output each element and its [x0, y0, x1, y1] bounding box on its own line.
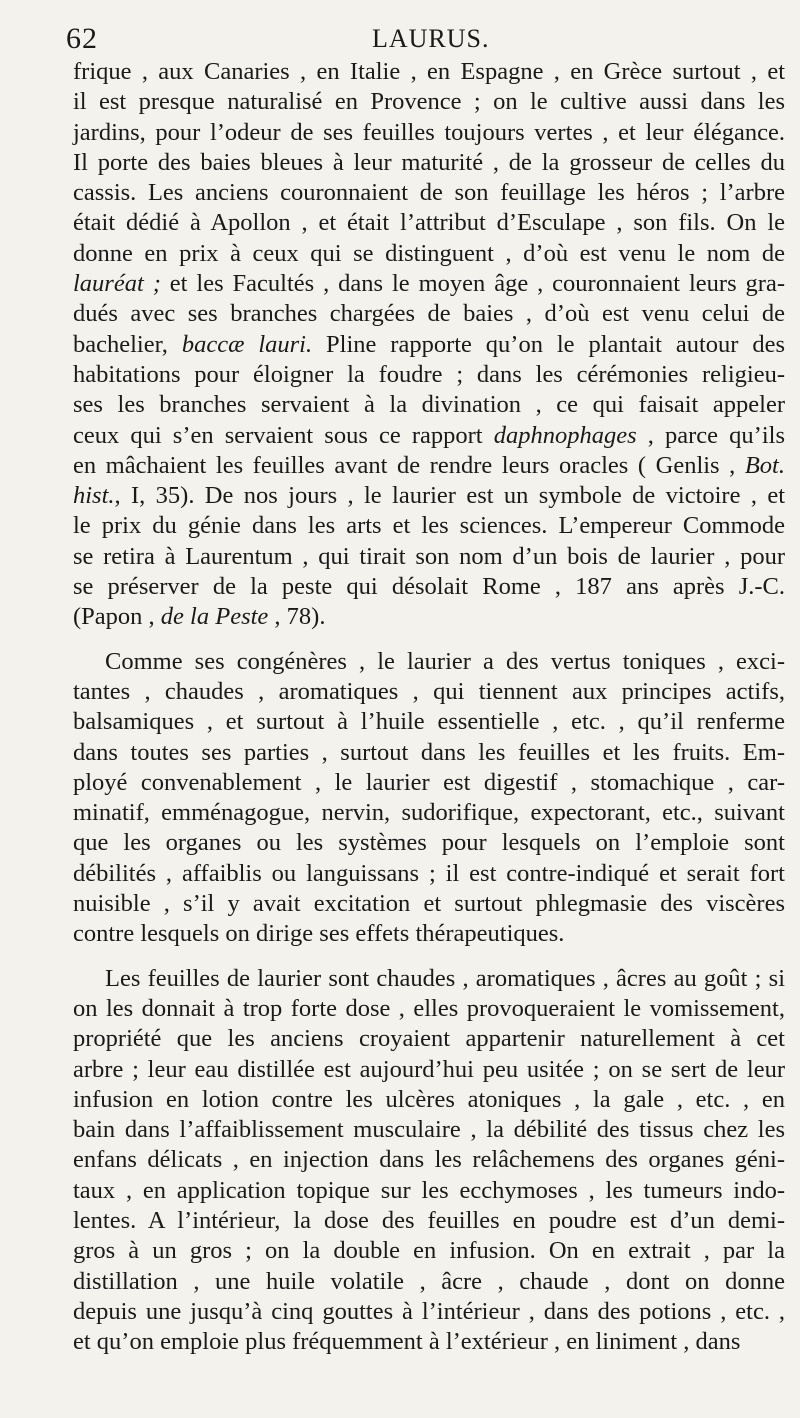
- text-run: jardins, pour l’odeur de ses feuilles toujours vertes , et leur élégance.: [73, 118, 785, 146]
- text-run: propriété que les anciens croyaient appartenir naturellement à cet: [73, 1025, 785, 1053]
- text-run: se préserver de la peste qui désolait Rome , 187 ans après J.-C.: [73, 573, 785, 601]
- text-line: [73, 1267, 785, 1297]
- text-line: [73, 1206, 785, 1236]
- text-run: dués avec ses branches chargées de baies , d’où est venu celui de: [73, 300, 785, 328]
- italic-text: de la Peste: [160, 603, 269, 631]
- text-line: [73, 1055, 785, 1085]
- text-run: Pline rapporte qu’on le plantait autour des: [312, 330, 785, 358]
- text-run: , parce qu’ils: [636, 421, 785, 449]
- text-line: [73, 1145, 785, 1175]
- text-line: [73, 57, 785, 87]
- text-run: , 78).: [268, 603, 326, 631]
- text-run: distillation , une huile volatile , âcre , chaude , dont on donne: [73, 1267, 785, 1295]
- page-number: 62: [66, 22, 98, 55]
- text-run: se retira à Laurentum , qui tirait son nom d’un bois de laurier , pour: [73, 542, 785, 570]
- text-run: en mâchaient les feuilles avant de rendre leurs oracles ( Genlis ,: [73, 451, 745, 479]
- text-line: [73, 1297, 785, 1327]
- italic-text: baccæ lauri.: [181, 330, 313, 358]
- text-run: ployé convenablement , le laurier est digestif , stomachique , car-: [73, 768, 785, 796]
- text-run: Comme ses congénères , le laurier a des vertus toniques , exci-: [105, 647, 785, 675]
- text-run: habitations pour éloigner la foudre ; dans les cérémonies religieu-: [73, 360, 785, 388]
- text-line: [73, 239, 785, 269]
- text-run: contre lesquels on dirige ses effets thérapeutiques.: [73, 920, 565, 948]
- text-line: [73, 889, 785, 919]
- text-line: [73, 390, 785, 420]
- paragraph: [73, 57, 785, 633]
- text-run: dans toutes ses parties , surtout dans les feuilles et les fruits. Em-: [73, 738, 785, 766]
- paragraph-gap: [73, 633, 785, 647]
- text-line: [73, 299, 785, 329]
- text-run: balsamiques , et surtout à l’huile essentielle , etc. , qu’il renferme: [73, 708, 785, 736]
- text-line: [73, 738, 785, 768]
- text-run: débilités , affaiblis ou languissans ; il est contre-indiqué et serait fort: [73, 859, 785, 887]
- italic-text: hist.: [73, 482, 115, 510]
- paragraph: [73, 647, 785, 950]
- text-run: arbre ; leur eau distillée est aujourd’hui peu usitée ; on se sert de leur: [73, 1055, 785, 1083]
- text-run: , I, 35). De nos jours , le laurier est un symbole de victoire , et: [114, 482, 785, 510]
- text-line: [73, 451, 785, 481]
- text-line: [73, 511, 785, 541]
- text-line: [73, 1024, 785, 1054]
- text-run: il est presque naturalisé en Provence ; on le cultive aussi dans les: [73, 88, 785, 116]
- text-run: lentes. A l’intérieur, la dose des feuilles en poudre est d’un demi-: [73, 1206, 785, 1234]
- text-run: ses les branches servaient à la divination , ce qui faisait appeler: [73, 391, 785, 419]
- text-run: (Papon ,: [73, 603, 161, 631]
- page-header: [60, 18, 780, 58]
- text-line: [73, 148, 785, 178]
- italic-text: daphnophages: [493, 421, 637, 449]
- text-run: minatif, emménagogue, nervin, sudorifique, expectorant, etc., suivant: [73, 799, 785, 827]
- italic-text: lauréat ;: [73, 270, 161, 298]
- text-line: [73, 677, 785, 707]
- text-run: gros à un gros ; on la double en infusion. On en extrait , par la: [73, 1237, 785, 1265]
- text-run: tantes , chaudes , aromatiques , qui tiennent aux principes actifs,: [73, 677, 785, 705]
- text-line: [73, 798, 785, 828]
- text-line: [73, 421, 785, 451]
- text-line: [73, 208, 785, 238]
- text-run: Il porte des baies bleues à leur maturité , de la grosseur de celles du: [73, 148, 785, 176]
- text-line: [73, 1115, 785, 1145]
- text-run: donne en prix à ceux qui se distinguent , d’où est venu le nom de: [73, 239, 785, 267]
- text-run: Les feuilles de laurier sont chaudes , aromatiques , âcres au goût ; si: [105, 964, 785, 992]
- text-line: [73, 1236, 785, 1266]
- text-run: taux , en application topique sur les ecchymoses , les tumeurs indo-: [73, 1176, 785, 1204]
- text-run: infusion en lotion contre les ulcères atoniques , la gale , etc. , en: [73, 1085, 785, 1113]
- text-run: nuisible , s’il y avait excitation et surtout phlegmasie des viscères: [73, 890, 785, 918]
- text-run: frique , aux Canaries , en Italie , en Espagne , en Grèce surtout , et: [73, 58, 785, 85]
- text-line: [73, 330, 785, 360]
- text-line: [73, 919, 785, 949]
- text-run: le prix du génie dans les arts et les sciences. L’empereur Commode: [73, 512, 785, 540]
- text-run: on les donnait à trop forte dose , elles provoqueraient le vomissement,: [73, 994, 785, 1022]
- text-line: [73, 964, 785, 994]
- text-run: bain dans l’affaiblissement musculaire , la débilité des tissus chez les: [73, 1116, 785, 1144]
- body-text: [73, 57, 785, 1357]
- text-line: [73, 360, 785, 390]
- text-line: [73, 647, 785, 677]
- text-line: [73, 542, 785, 572]
- text-line: [73, 768, 785, 798]
- running-title: LAURUS.: [372, 24, 490, 53]
- text-line: [73, 859, 785, 889]
- text-line: [73, 1176, 785, 1206]
- text-line: [73, 707, 785, 737]
- text-line: [73, 1327, 785, 1357]
- text-line: [73, 118, 785, 148]
- text-line: [73, 481, 785, 511]
- text-line: [73, 994, 785, 1024]
- text-line: [73, 269, 785, 299]
- text-run: que les organes ou les systèmes pour lesquels on l’emploie sont: [73, 829, 785, 857]
- text-line: [73, 572, 785, 602]
- text-run: bachelier,: [73, 330, 182, 358]
- text-run: et les Facultés , dans le moyen âge , couronnaient leurs gra-: [160, 270, 785, 298]
- text-run: depuis une jusqu’à cinq gouttes à l’intérieur , dans des potions , etc. ,: [73, 1297, 785, 1325]
- text-run: était dédié à Apollon , et était l’attribut d’Esculape , son fils. On le: [73, 209, 785, 237]
- paragraph-gap: [73, 950, 785, 964]
- text-line: [73, 1085, 785, 1115]
- text-line: [73, 602, 785, 632]
- paragraph: [73, 964, 785, 1358]
- text-line: [73, 178, 785, 208]
- text-run: ceux qui s’en servaient sous ce rapport: [73, 421, 494, 449]
- text-run: enfans délicats , en injection dans les relâchemens des organes géni-: [73, 1146, 785, 1174]
- text-line: [73, 87, 785, 117]
- text-run: et qu’on emploie plus fréquemment à l’extérieur , en liniment , dans: [73, 1328, 741, 1356]
- text-line: [73, 828, 785, 858]
- italic-text: Bot.: [744, 451, 785, 479]
- text-run: cassis. Les anciens couronnaient de son feuillage les héros ; l’arbre: [73, 179, 785, 207]
